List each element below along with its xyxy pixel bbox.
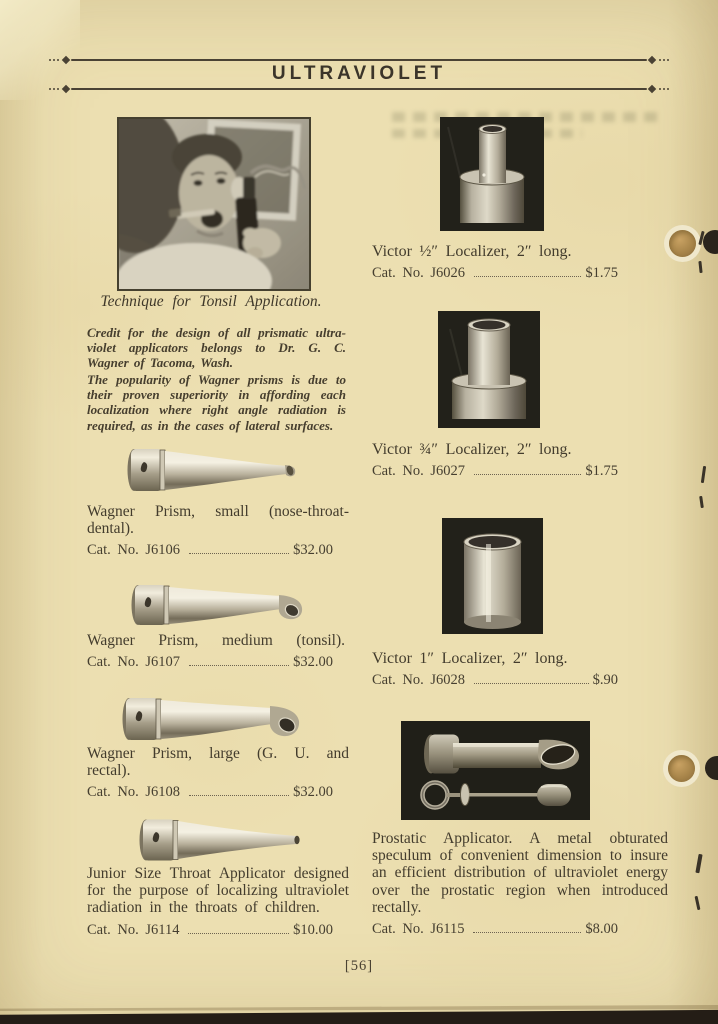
cat-number: J6026 [430, 265, 466, 282]
header-rule-bottom [55, 84, 663, 94]
localizer-three-quarter-photo [438, 311, 540, 428]
binder-hole-shadow [703, 230, 718, 254]
product-block-localizer-three-quarter [372, 441, 668, 480]
page-title: ULTRAVIOLET [271, 63, 447, 84]
product-description: Wagner Prism, medium (tonsil). [87, 632, 345, 649]
dotted-leader [474, 474, 581, 475]
dotted-leader [474, 683, 589, 684]
catalog-line [87, 922, 333, 939]
cat-number: J6107 [145, 654, 181, 671]
credit-paragraph: Credit for the design of all prismatic ultra-violet applicators belongs to Dr. G. C. Wagner of Tacoma, Wash. [87, 325, 346, 371]
catalog-line [372, 265, 618, 282]
price: $1.75 [585, 463, 618, 480]
product-description: Wagner Prism, small (nose-throat-dental). [87, 503, 349, 538]
product-block-junior-applicator [87, 865, 349, 939]
rule-dots-right-icon [659, 59, 661, 61]
product-description: Prostatic Applicator. A metal obturated speculum of convenient dimension to insure an efficient distribution of ultraviolet energy over the prostatic region when introduced rectally. [372, 830, 668, 916]
binder-hole-shadow [705, 756, 718, 780]
price: $10.00 [293, 921, 333, 938]
catalog-line [372, 921, 618, 938]
rule-dots-left-icon [57, 88, 59, 90]
wagner-prism-large-illustration [122, 696, 303, 742]
cat-number: J6027 [430, 463, 466, 480]
cat-label: Cat. No. [87, 784, 139, 801]
cat-number: J6114 [145, 921, 180, 938]
rule-diamond-left-icon [62, 85, 70, 93]
wagner-prism-medium-illustration [131, 583, 304, 627]
product-block-prostatic-applicator [372, 830, 668, 938]
cat-number: J6028 [430, 672, 466, 689]
junior-throat-applicator-illustration [139, 818, 304, 862]
cat-label: Cat. No. [372, 921, 424, 938]
edge-mark [695, 896, 701, 910]
product-description: Junior Size Throat Applicator designed for the purpose of localizing ultraviolet radiation in the throats of children. [87, 865, 349, 917]
catalog-line [372, 463, 618, 480]
page-bottom-edge-highlight [0, 1005, 718, 1011]
dotted-leader [189, 553, 289, 554]
price: $1.75 [585, 265, 618, 282]
tonsil-technique-photo [117, 117, 311, 291]
rule-line [71, 59, 647, 61]
rule-dots-right-icon [659, 88, 661, 90]
catalog-line [372, 672, 618, 689]
cat-label: Cat. No. [372, 672, 424, 689]
dotted-leader [473, 932, 581, 933]
price: $32.00 [293, 542, 333, 559]
product-block-wagner-small [87, 503, 349, 559]
product-block-localizer-one-inch [372, 650, 668, 689]
wagner-prism-small-illustration [127, 447, 297, 493]
price: $32.00 [293, 654, 333, 671]
binder-hole [669, 230, 696, 257]
price: $.90 [592, 672, 618, 689]
binder-hole [668, 755, 695, 782]
rule-diamond-right-icon [648, 85, 656, 93]
cat-number: J6115 [430, 921, 465, 938]
product-description: Victor ½″ Localizer, 2″ long. [372, 243, 572, 260]
product-block-wagner-large [87, 745, 349, 801]
dotted-leader [474, 276, 581, 277]
popularity-paragraph: The popularity of Wagner prisms is due to their proven superiority in affording each localization where right angle radiation is required, as in the cases of lateral surfaces. [87, 372, 346, 433]
product-description: Victor 1″ Localizer, 2″ long. [372, 650, 568, 667]
rule-dots-left-icon [57, 59, 59, 61]
edge-mark [699, 496, 704, 508]
localizer-half-inch-photo [440, 117, 544, 231]
edge-mark [701, 466, 706, 483]
photo-caption: Technique for Tonsil Application. [100, 293, 322, 310]
price: $8.00 [585, 921, 618, 938]
dotted-leader [189, 665, 289, 666]
product-description: Victor ¾″ Localizer, 2″ long. [372, 441, 572, 458]
catalog-line [87, 784, 333, 801]
cat-label: Cat. No. [372, 463, 424, 480]
localizer-one-inch-photo [442, 518, 543, 634]
page-number: [56] [344, 958, 374, 974]
dotted-leader [188, 933, 289, 934]
cat-label: Cat. No. [87, 542, 139, 559]
prostatic-applicator-photo [401, 721, 590, 820]
edge-mark [695, 854, 702, 873]
catalog-line [87, 542, 333, 559]
edge-mark [698, 261, 702, 273]
cat-label: Cat. No. [87, 921, 139, 938]
cat-number: J6108 [145, 784, 181, 801]
product-description: Wagner Prism, large (G. U. and rectal). [87, 745, 349, 780]
price: $32.00 [293, 784, 333, 801]
product-block-wagner-medium [87, 632, 345, 671]
cat-label: Cat. No. [372, 265, 424, 282]
tonsil-photo-illustration [119, 119, 309, 289]
dotted-leader [189, 795, 289, 796]
catalog-line [87, 654, 333, 671]
cat-number: J6106 [145, 542, 181, 559]
rule-line [71, 88, 647, 90]
product-block-localizer-half [372, 243, 668, 282]
cat-label: Cat. No. [87, 654, 139, 671]
